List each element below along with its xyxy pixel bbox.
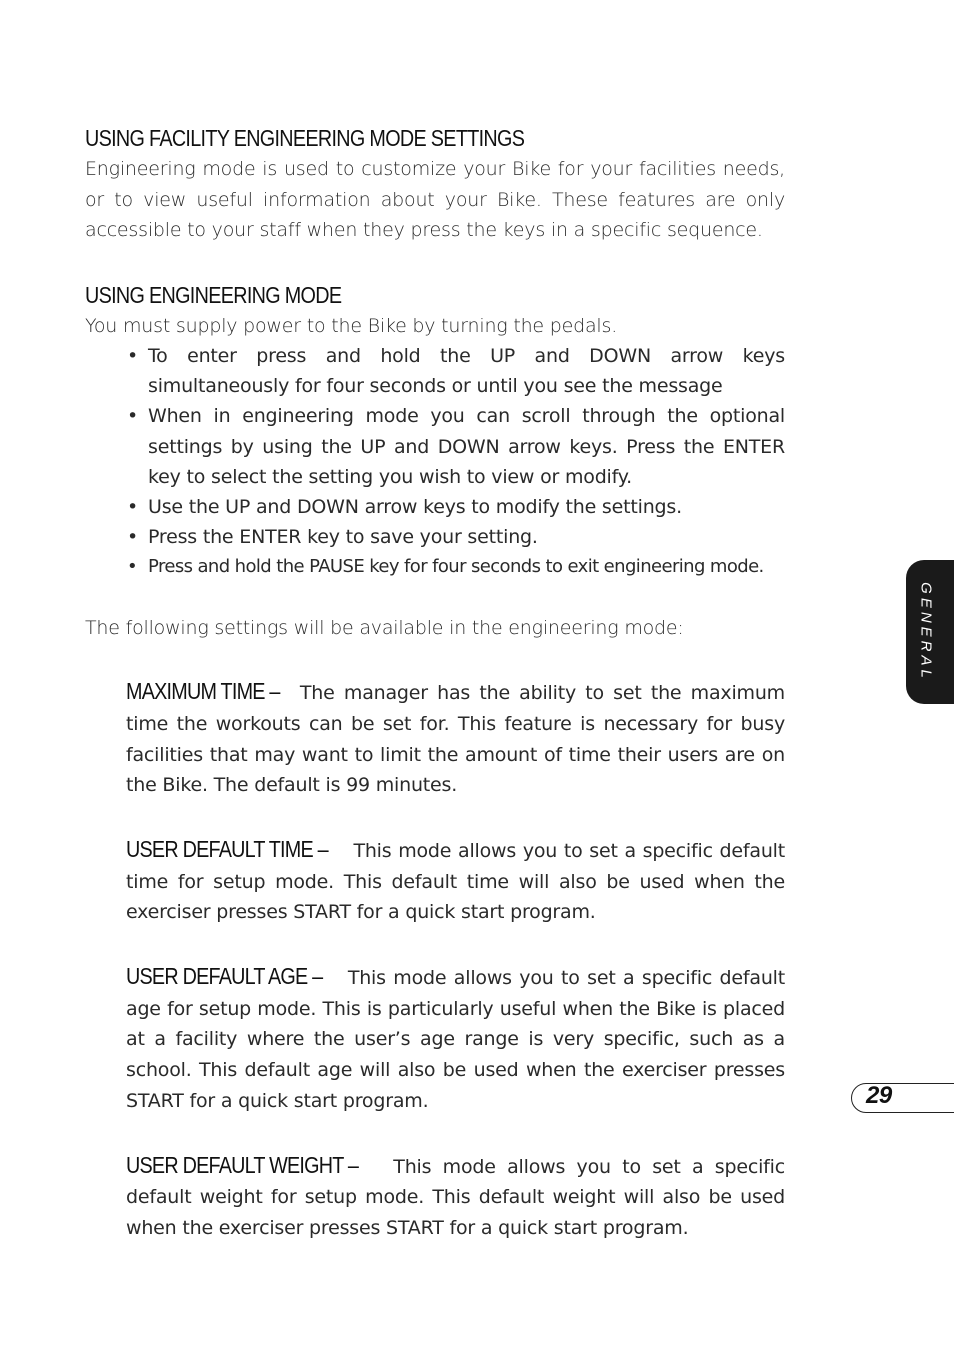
setting-description: This mode allows you to set a specific default weight for setup mode. This default weight will also be used when the exerciser presses START for a quick start program. bbox=[126, 1155, 785, 1239]
setting-maximum-time bbox=[126, 676, 785, 801]
setting-term: USER DEFAULT WEIGHT – bbox=[126, 1151, 359, 1178]
setting-description: This mode allows you to set a specific default time for setup mode. This default time will also be used when the exerciser presses START for a quick start program. bbox=[126, 839, 785, 924]
setting-term: USER DEFAULT AGE – bbox=[126, 963, 323, 990]
bullet-icon: • bbox=[127, 496, 139, 519]
bullet-icon: • bbox=[127, 556, 138, 578]
list-item-text: When in engineering mode you can scroll through the optional settings by using the UP and DOWN arrow keys. Press the ENTER key to select the setting you wish to view or modify. bbox=[148, 405, 785, 488]
page-content bbox=[85, 122, 785, 1244]
settings-intro: The following settings will be available in the engineering mode: bbox=[85, 616, 684, 639]
page-number: 29 bbox=[866, 1082, 892, 1109]
list-item bbox=[127, 401, 785, 492]
section-body-facility-engineering: Engineering mode is used to customize your Bike for your facilities needs, or to view useful information about your Bike. These features are only accessible to your staff when they press the keys in a specific sequence. bbox=[85, 158, 785, 241]
setting-user-default-time bbox=[126, 834, 785, 928]
list-item-text: Press the ENTER key to save your setting. bbox=[148, 526, 538, 549]
section-heading-engineering-mode: USING ENGINEERING MODE bbox=[85, 281, 342, 308]
side-tab-label: GENERAL bbox=[917, 582, 935, 682]
section-side-tab bbox=[906, 560, 954, 704]
setting-user-default-weight bbox=[126, 1150, 785, 1244]
list-item bbox=[127, 341, 785, 401]
list-item bbox=[127, 552, 785, 582]
setting-user-default-age bbox=[126, 961, 785, 1117]
setting-term: USER DEFAULT TIME – bbox=[126, 835, 328, 862]
list-item-text: Use the UP and DOWN arrow keys to modify the settings. bbox=[148, 496, 682, 519]
setting-description: This mode allows you to set a specific default age for setup mode. This is particularly useful when the Bike is placed at a facility where the user’s age range is very specific, such as a school. This default age will also be used when the exerciser presses START for a quick start program. bbox=[126, 967, 785, 1112]
page-number-box bbox=[851, 1083, 954, 1113]
setting-description: The manager has the ability to set the maximum time the workouts can be set for. This feature is necessary for busy facilities that may want to limit the amount of time their users are on the Bike. The default is 99 minutes. bbox=[126, 682, 785, 797]
setting-term: MAXIMUM TIME – bbox=[126, 678, 280, 705]
list-item-text: Press and hold the PAUSE key for four seconds to exit engineering mode. bbox=[148, 556, 764, 578]
list-item-text: To enter press and hold the UP and DOWN arrow keys simultaneously for four seconds or until you see the message bbox=[148, 345, 785, 398]
section-heading-facility-engineering: USING FACILITY ENGINEERING MODE SETTINGS bbox=[85, 125, 525, 151]
bullet-icon: • bbox=[127, 405, 139, 428]
engineering-mode-steps bbox=[85, 341, 785, 583]
list-item bbox=[127, 492, 785, 522]
bullet-icon: • bbox=[127, 345, 139, 367]
list-item bbox=[127, 522, 785, 552]
bullet-icon: • bbox=[127, 526, 139, 549]
engineering-mode-intro: You must supply power to the Bike by turning the pedals. bbox=[85, 314, 618, 337]
